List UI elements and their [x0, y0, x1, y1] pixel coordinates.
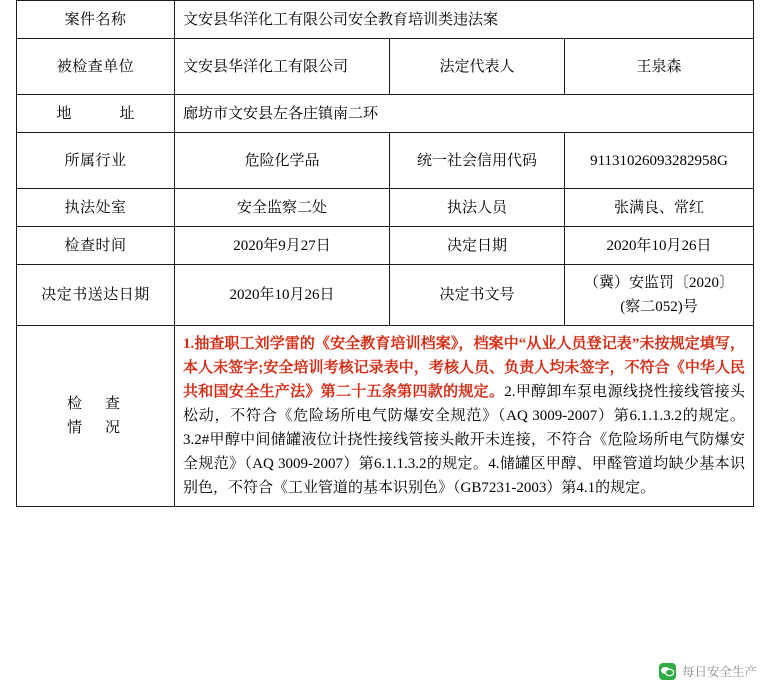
table-row [17, 39, 754, 95]
industry-value: 危险化学品 [175, 133, 390, 189]
watermark-text: 每日安全生产 [681, 665, 757, 679]
table-row [17, 95, 754, 133]
wechat-logo-icon [659, 663, 676, 680]
case-name-label: 案件名称 [17, 1, 175, 39]
table-row [17, 227, 754, 265]
address-value: 廊坊市文安县左各庄镇南二环 [175, 95, 754, 133]
inspection-label-line-1: 检 查 [66, 396, 124, 412]
decision-date-value: 2020年10月26日 [565, 227, 754, 265]
case-info-table [16, 0, 754, 507]
industry-label: 所属行业 [17, 133, 175, 189]
officers-value: 张满良、常红 [565, 189, 754, 227]
inspection-label [17, 326, 175, 507]
doc-number-line-2: (察二052)号 [620, 299, 698, 315]
table-row [17, 133, 754, 189]
delivery-date-value: 2020年10月26日 [175, 265, 390, 326]
inspected-unit-value: 文安县华洋化工有限公司 [175, 39, 390, 95]
inspect-time-value: 2020年9月27日 [175, 227, 390, 265]
inspection-label-line-2: 情 况 [66, 420, 124, 436]
inspect-time-label: 检查时间 [17, 227, 175, 265]
watermark [659, 662, 757, 680]
table-row [17, 1, 754, 39]
table-row [17, 265, 754, 326]
table-row [17, 189, 754, 227]
officers-label: 执法人员 [390, 189, 565, 227]
doc-number-line-1: （冀）安监罚〔2020〕 [583, 275, 734, 291]
delivery-date-label: 决定书送达日期 [17, 265, 175, 326]
office-value: 安全监察二处 [175, 189, 390, 227]
office-label: 执法处室 [17, 189, 175, 227]
table-row-inspection [17, 326, 754, 507]
inspection-content-rest: 2.甲醇卸车泵电源线挠性接线管接头松动，不符合《危险场所电气防爆安全规范》（AQ 3009-2007）第6.1.1.3.2的规定。3.2#甲醇中间储罐液位计挠性接线管接头敞开未连接，不符合《危险场所电气防爆安全规范》（AQ 3009-2007）第6.1.1.3.2的规定。4.储罐区甲醇、甲醛管道均缺少基本识别色，不符合《工业管道的基本识别色》（GB7231-2003）第4.1的规定。 [183, 384, 745, 496]
address-label: 地 址 [17, 95, 175, 133]
inspection-content-highlight: 1.抽查职工刘学雷的《安全教育培训档案》，档案中“从业人员登记表”未按规定填写，本人未签字;安全培训考核记录表中，考核人员、负责人均未签字，不符合《中华人民共和国安全生产法》第二十五条第四款的规定。 [183, 336, 745, 400]
doc-number-label: 决定书文号 [390, 265, 565, 326]
inspection-content [175, 326, 754, 507]
doc-number-value [565, 265, 754, 326]
case-name-value: 文安县华洋化工有限公司安全教育培训类违法案 [175, 1, 754, 39]
legal-rep-label: 法定代表人 [390, 39, 565, 95]
credit-code-label: 统一社会信用代码 [390, 133, 565, 189]
legal-rep-value: 王泉森 [565, 39, 754, 95]
inspected-unit-label: 被检查单位 [17, 39, 175, 95]
decision-date-label: 决定日期 [390, 227, 565, 265]
credit-code-value: 91131026093282958G [565, 133, 754, 189]
